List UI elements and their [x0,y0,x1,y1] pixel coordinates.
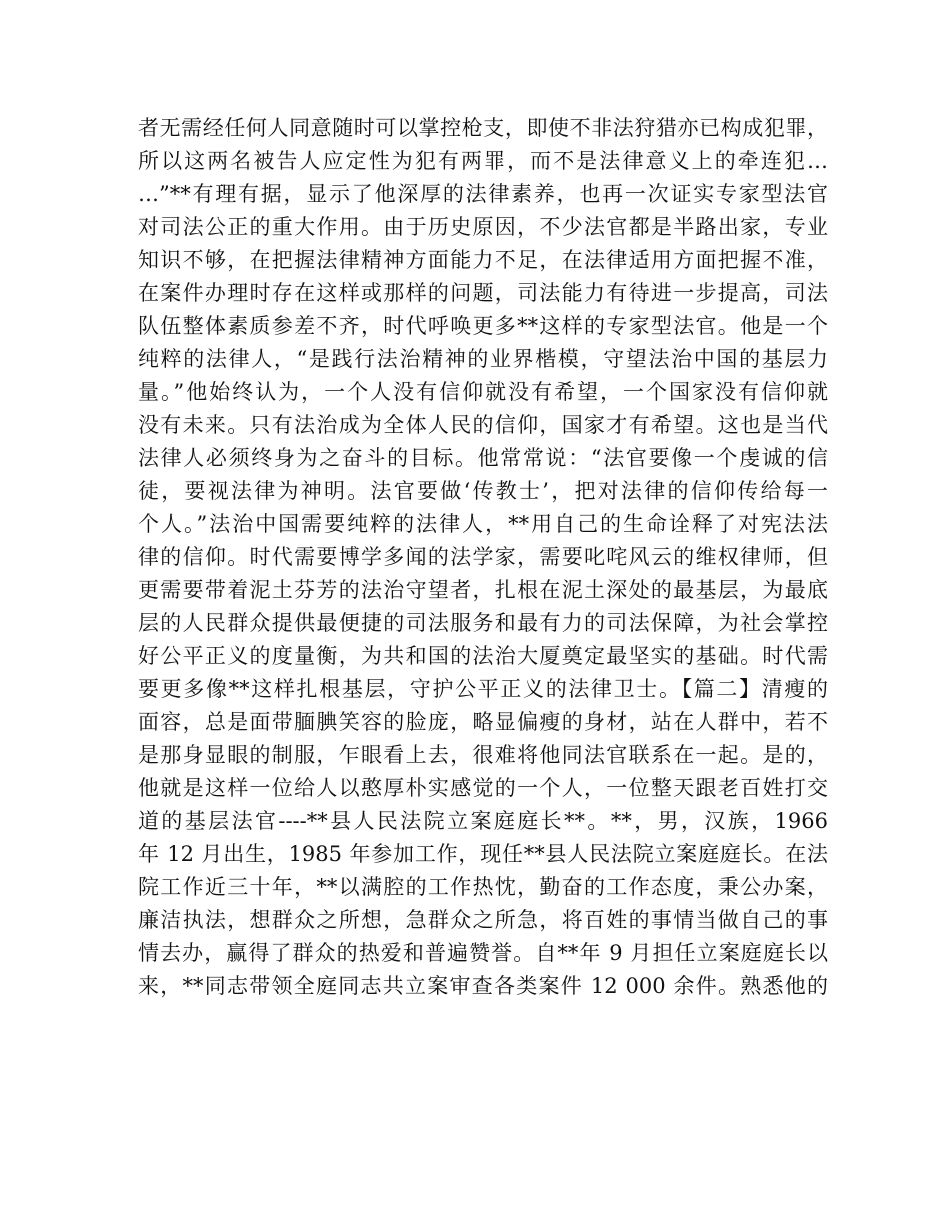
text-line: 好公平正义的度量衡，为共和国的法治大厦奠定最坚实的基础。时代需 [138,644,828,668]
body-text [138,112,828,1003]
text-line: 徒，要视法律为神明。法官要做‘传教士’，把对法律的信仰传给每一 [138,479,828,503]
text-line: …”**有理有据，显示了他深厚的法律素养，也再一次证实专家型法官 [138,182,828,206]
text-line: 更需要带着泥土芬芳的法治守望者，扎根在泥土深处的最基层，为最底 [138,578,828,602]
text-line: 情去办，赢得了群众的热爱和普遍赞誉。自**年 9 月担任立案庭庭长以 [138,941,828,965]
text-line: 知识不够，在把握法律精神方面能力不足，在法律适用方面把握不准， [138,248,828,272]
text-line: 个人。”法治中国需要纯粹的法律人，**用自己的生命诠释了对宪法法 [138,512,828,536]
text-line: 者无需经任何人同意随时可以掌控枪支，即使不非法狩猎亦已构成犯罪， [138,116,828,140]
text-line: 对司法公正的重大作用。由于历史原因，不少法官都是半路出家，专业 [138,215,828,239]
text-line: 在案件办理时存在这样或那样的问题，司法能力有待进一步提高，司法 [138,281,828,305]
text-line: 年 12 月出生，1985 年参加工作，现任**县人民法院立案庭庭长。在法 [138,842,828,866]
text-line: 律的信仰。时代需要博学多闻的法学家，需要叱咤风云的维权律师，但 [138,545,828,569]
text-line: 院工作近三十年，**以满腔的工作热忱，勤奋的工作态度，秉公办案， [138,875,828,899]
text-line: 所以这两名被告人应定性为犯有两罪，而不是法律意义上的牵连犯… [138,149,828,173]
text-line: 量。”他始终认为，一个人没有信仰就没有希望，一个国家没有信仰就 [138,380,828,404]
text-line: 廉洁执法，想群众之所想，急群众之所急，将百姓的事情当做自己的事 [138,908,828,932]
text-line: 要更多像**这样扎根基层，守护公平正义的法律卫士。【篇二】清瘦的 [138,677,828,701]
text-line: 面容，总是面带腼腆笑容的脸庞，略显偏瘦的身材，站在人群中，若不 [138,710,828,734]
text-line: 道的基层法官----**县人民法院立案庭庭长**。**，男，汉族，1966 [138,809,828,833]
text-line: 法律人必须终身为之奋斗的目标。他常常说：“法官要像一个虔诚的信 [138,446,828,470]
text-line: 是那身显眼的制服，乍眼看上去，很难将他同法官联系在一起。是的， [138,743,828,767]
text-line: 他就是这样一位给人以憨厚朴实感觉的一个人，一位整天跟老百姓打交 [138,776,828,800]
text-line: 纯粹的法律人，“是践行法治精神的业界楷模，守望法治中国的基层力 [138,347,828,371]
text-line: 层的人民群众提供最便捷的司法服务和最有力的司法保障，为社会掌控 [138,611,828,635]
text-line: 队伍整体素质参差不齐，时代呼唤更多**这样的专家型法官。他是一个 [138,314,828,338]
text-line: 来，**同志带领全庭同志共立案审查各类案件 12 000 余件。熟悉他的 [138,974,828,998]
text-line: 没有未来。只有法治成为全体人民的信仰，国家才有希望。这也是当代 [138,413,828,437]
